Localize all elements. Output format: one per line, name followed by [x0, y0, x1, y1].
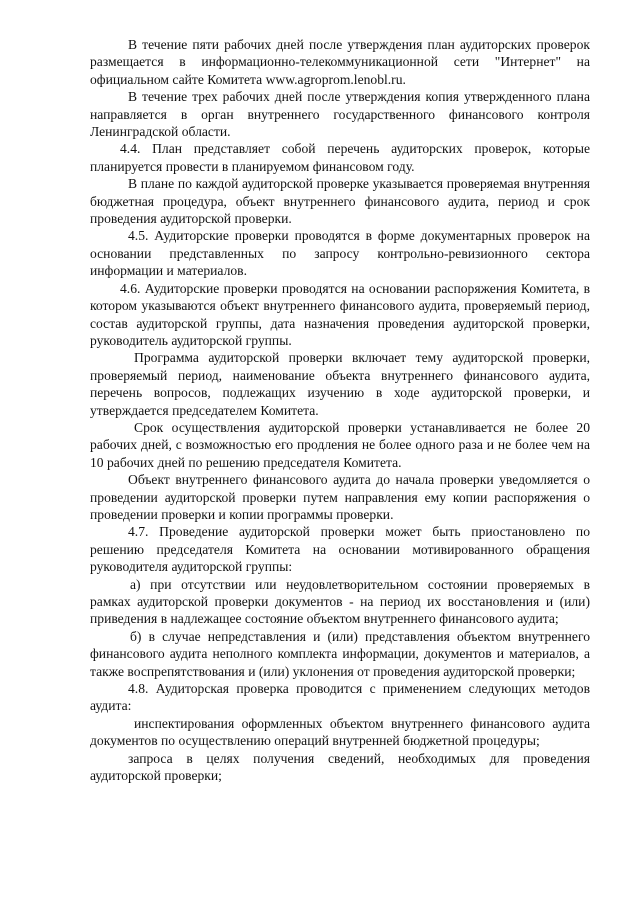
paragraph-program: Программа аудиторской проверки включает тему аудиторской проверки, проверяемый период, наименование объекта внутреннего финансового аудита, перечень вопросов, подлежащих изучению в ходе аудиторской проверки, и утверждается председателем Комитета. [90, 350, 590, 418]
paragraph-notification: Объект внутреннего финансового аудита до начала проверки уведомляется о проведении аудиторской проверки путем направления ему копии распоряжения о проведении проверки и копии программы проверки. [90, 472, 590, 522]
paragraph-plan-publication: В течение пяти рабочих дней после утверждения план аудиторских проверок размещается в информационно-телекоммуникационной сети "Интернет" на официальном сайте Комитета www.agroprom.lenobl.ru. [90, 37, 590, 87]
paragraph-plan-contents: В плане по каждой аудиторской проверке указывается проверяемая внутренняя бюджетная процедура, объект внутреннего финансового аудита, период и срок проведения аудиторской проверки. [90, 176, 590, 227]
paragraph-4-7-a: а) при отсутствии или неудовлетворительном состоянии проверяемых в рамках аудиторской проверки документов - на период их восстановления и (или) приведения в надлежащее состояние объектом внутреннего финансового аудита; [90, 576, 590, 627]
paragraph-4-4: 4.4. План представляет собой перечень аудиторских проверок, которые планируется провести в планируемом финансовом году. [90, 141, 590, 174]
paragraph-4-7: 4.7. Проведение аудиторской проверки может быть приостановлено по решению председателя Комитета на основании мотивированного обращения руководителя аудиторской группы: [90, 524, 590, 575]
paragraph-term: Срок осуществления аудиторской проверки устанавливается не более 20 рабочих дней, с возможностью его продления не более одного раза и не более чем на 10 рабочих дней по решению председателя Комитета. [90, 419, 590, 470]
document-page [90, 36, 590, 784]
paragraph-method-request: запроса в целях получения сведений, необходимых для проведения аудиторской проверки; [90, 750, 590, 784]
paragraph-4-5: 4.5. Аудиторские проверки проводятся в форме документарных проверок на основании представленных по запросу контрольно-ревизионного сектора информации и материалов. [90, 228, 590, 279]
paragraph-plan-copy: В течение трех рабочих дней после утверждения копия утвержденного плана направляется в орган внутреннего государственного финансового контроля Ленинградской области. [90, 89, 590, 140]
paragraph-4-8: 4.8. Аудиторская проверка проводится с применением следующих методов аудита: [90, 681, 590, 714]
paragraph-4-7-b: б) в случае непредставления и (или) представления объектом внутреннего финансового аудита неполного комплекта информации, документов и материалов, а также воспрепятствования и (или) уклонения от проведения аудиторской проверки; [90, 628, 590, 679]
paragraph-4-6: 4.6. Аудиторские проверки проводятся на основании распоряжения Комитета, в котором указываются объект внутреннего финансового аудита, проверяемый период, состав аудиторской группы, дата назначения проведения аудиторской проверки, руководитель аудиторской группы. [90, 280, 590, 348]
paragraph-method-inspection: инспектирования оформленных объектом внутреннего финансового аудита документов по осуществлению операций внутренней бюджетной процедуры; [90, 715, 590, 749]
